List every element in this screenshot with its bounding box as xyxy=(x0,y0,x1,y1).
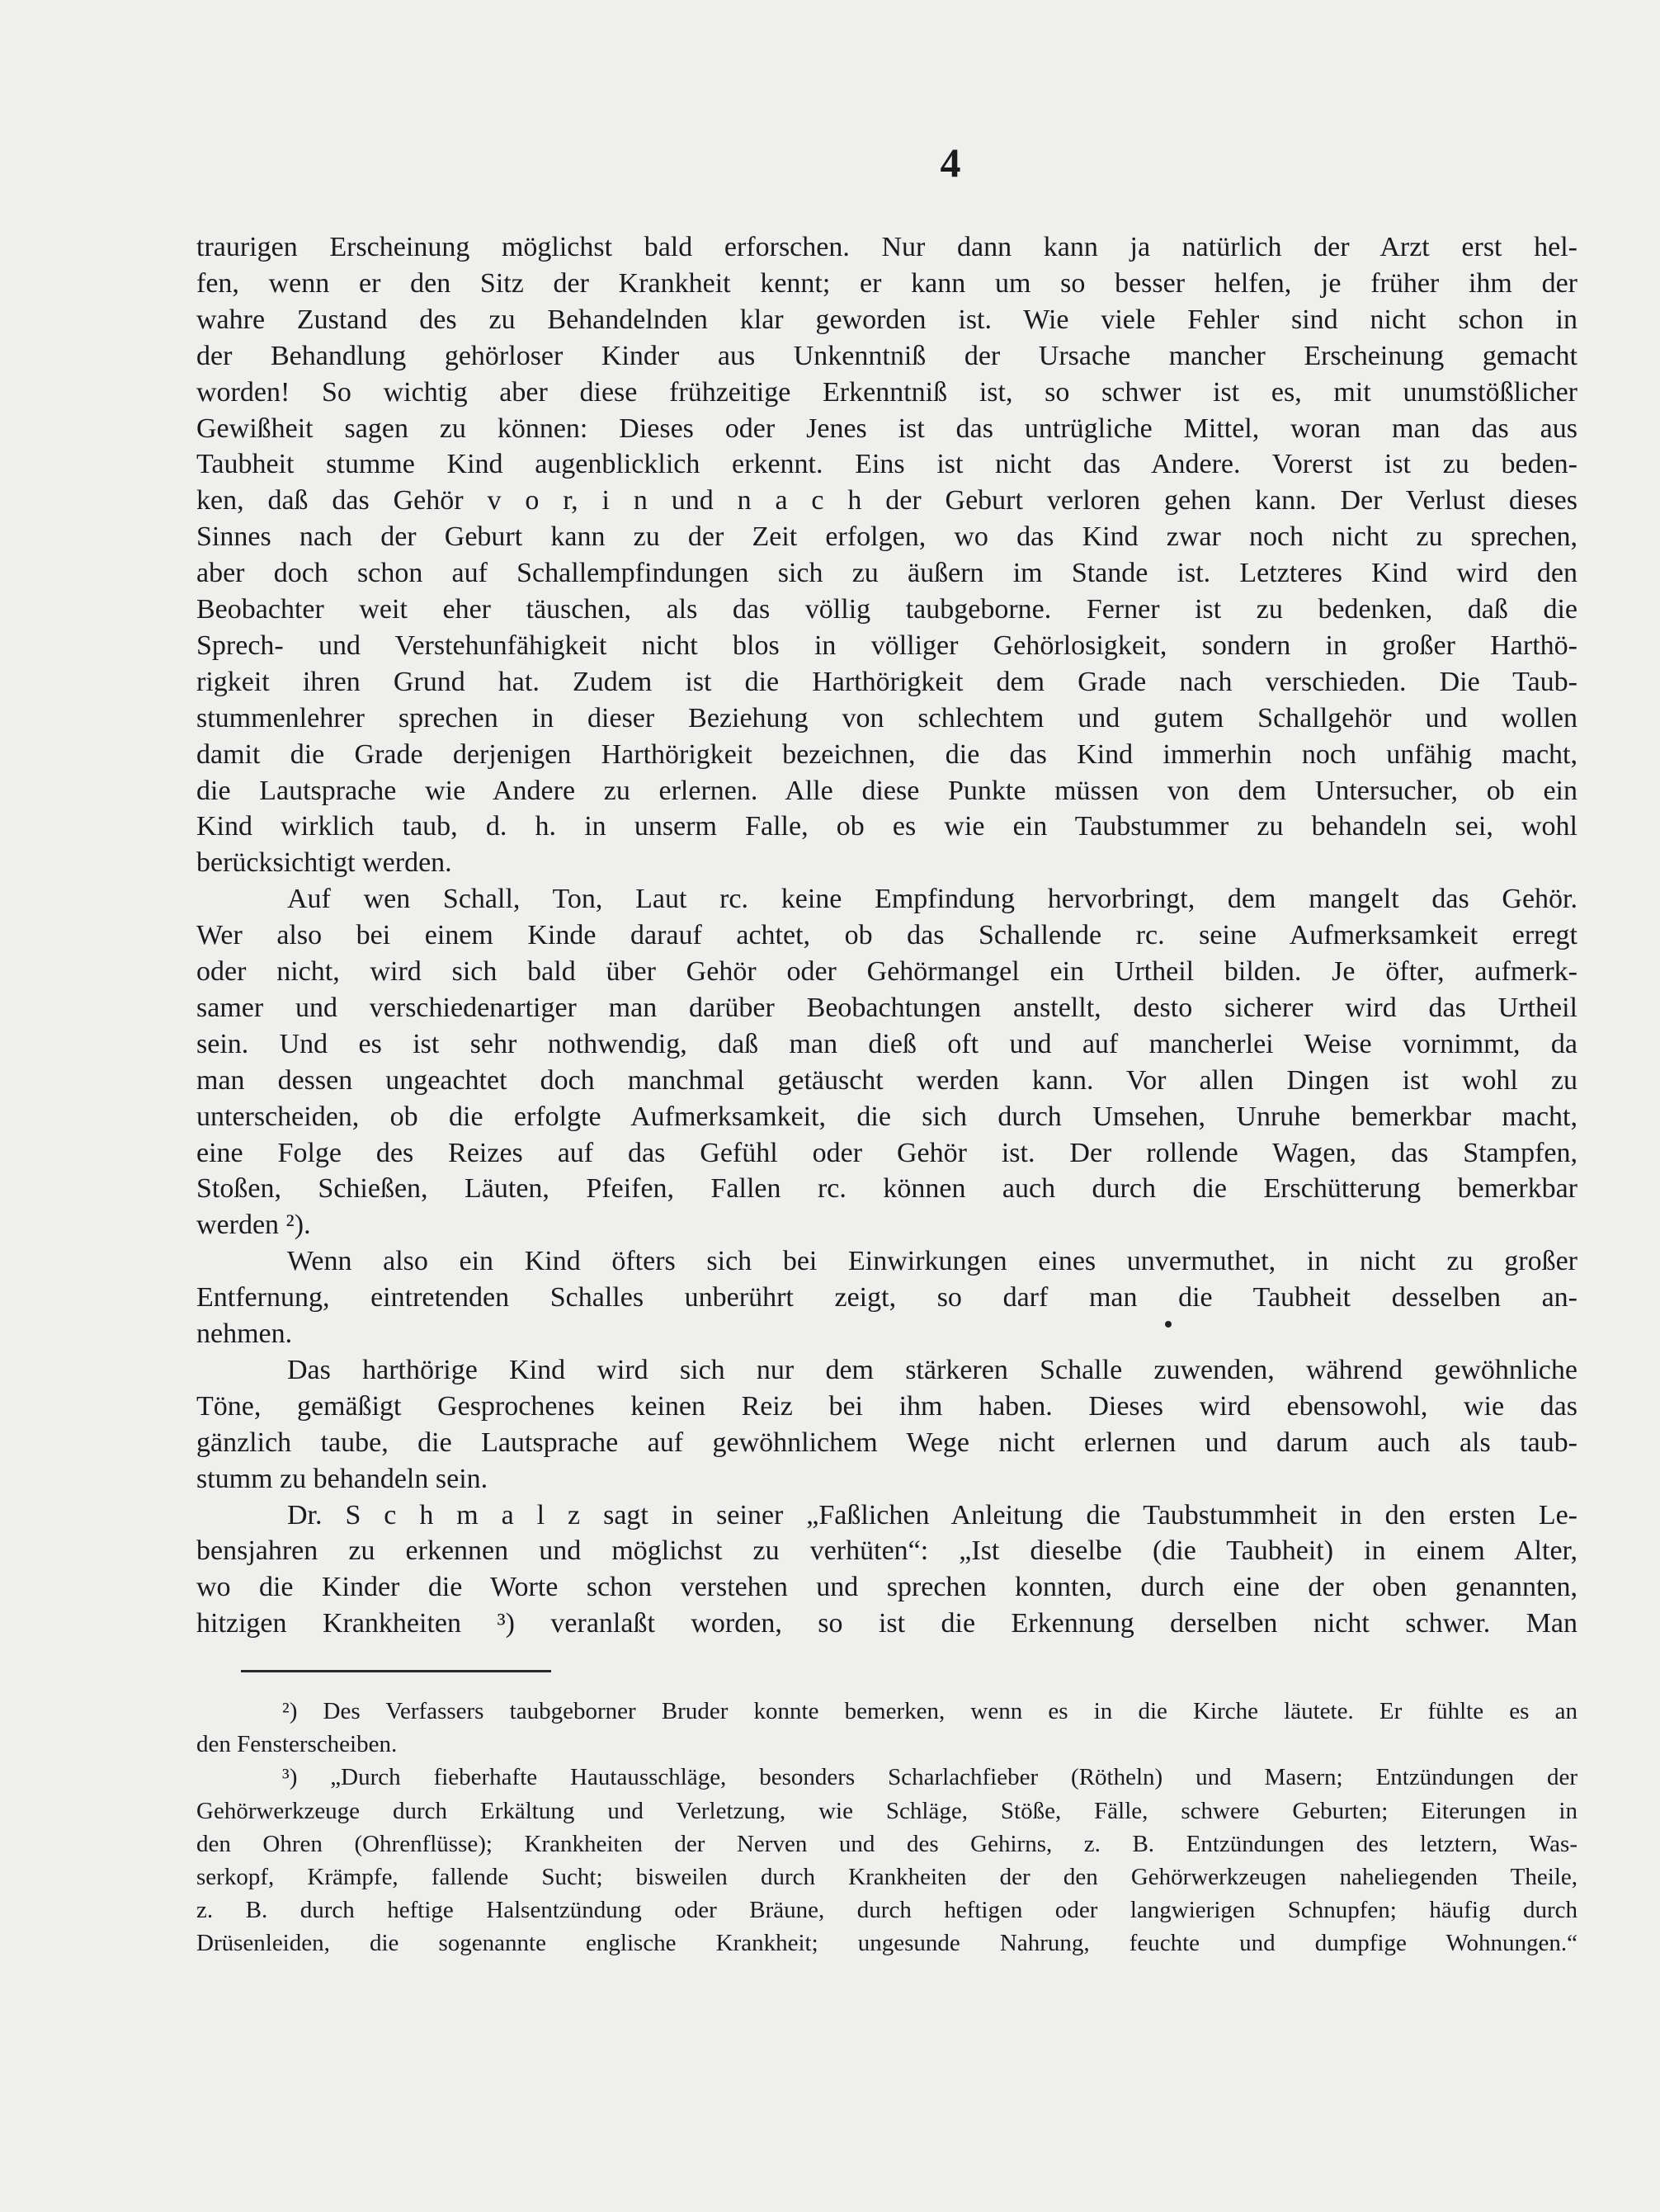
text-line: unterscheiden, ob die erfolgte Aufmerksamkeit, die sich durch Umsehen, Unruhe bemerkbar macht, xyxy=(196,1101,1577,1132)
text-line: Entfernung, eintretenden Schalles unberührt zeigt, so darf man die Taubheit desselben an- xyxy=(196,1282,1577,1314)
footnote-line: Drüsenleiden, die sogenannte englische Krankheit; ungesunde Nahrung, feuchte und dumpfige Wohnungen.“ xyxy=(196,1930,1577,1957)
text-line: eine Folge des Reizes auf das Gefühl oder Gehör ist. Der rollende Wagen, das Stampfen, xyxy=(196,1137,1577,1168)
text-line: bensjahren zu erkennen und möglichst zu verhüten“: „Ist dieselbe (die Taubheit) in einem Alter, xyxy=(196,1535,1577,1567)
text-line: man dessen ungeachtet doch manchmal getäuscht werden kann. Vor allen Dingen ist wohl zu xyxy=(196,1064,1577,1096)
text-line: der Behandlung gehörloser Kinder aus Unkenntniß der Ursache mancher Erscheinung gemacht xyxy=(196,340,1577,371)
page-number: 4 xyxy=(940,139,961,186)
text-line: Wenn also ein Kind öfters sich bei Einwirkungen eines unvermuthet, in nicht zu großer xyxy=(287,1246,1577,1277)
text-line: damit die Grade derjenigen Harthörigkeit bezeichnen, die das Kind immerhin noch unfähig macht, xyxy=(196,738,1577,770)
text-line: ken, daß das Gehör v o r, i n und n a c h der Geburt verloren gehen kann. Der Verlust dieses xyxy=(196,485,1577,516)
text-line: wo die Kinder die Worte schon verstehen und sprechen konnten, durch eine der oben genannten, xyxy=(196,1572,1577,1603)
footnote-line: Gehörwerkzeuge durch Erkältung und Verletzung, wie Schläge, Stöße, Fälle, schwere Geburten; Eiterungen in xyxy=(196,1797,1577,1824)
text-line: aber doch schon auf Schallempfindungen sich zu äußern im Stande ist. Letzteres Kind wird den xyxy=(196,558,1577,589)
text-line: berücksichtigt werden. xyxy=(196,847,452,879)
text-line: stumm zu behandeln sein. xyxy=(196,1463,488,1494)
text-line: Beobachter weit eher täuschen, als das völlig taubgeborne. Ferner ist zu bedenken, daß die xyxy=(196,594,1577,625)
text-line: werden ²). xyxy=(196,1210,311,1241)
footnote-line: z. B. durch heftige Halsentzündung oder Bräune, durch heftigen oder langwierigen Schnupfen; häufig durch xyxy=(196,1897,1577,1924)
footnote-line: ²) Des Verfassers taubgeborner Bruder konnte bemerken, wenn es in die Kirche läutete. Er fühlte es an xyxy=(282,1698,1577,1724)
text-line: Gewißheit sagen zu können: Dieses oder Jenes ist das untrügliche Mittel, woran man das aus xyxy=(196,413,1577,444)
footnote-line: den Ohren (Ohrenflüsse); Krankheiten der Nerven und des Gehirns, z. B. Entzündungen des letztern, Was- xyxy=(196,1830,1577,1857)
text-line: gänzlich taube, die Lautsprache auf gewöhnlichem Wege nicht erlernen und darum auch als taub- xyxy=(196,1427,1577,1458)
text-line: wahre Zustand des zu Behandelnden klar geworden ist. Wie viele Fehler sind nicht schon in xyxy=(196,304,1577,335)
text-line: Töne, gemäßigt Gesprochenes keinen Reiz bei ihm haben. Dieses wird ebensowohl, wie das xyxy=(196,1390,1577,1422)
footnote-line: serkopf, Krämpfe, fallende Sucht; bisweilen durch Krankheiten der den Gehörwerkzeugen naheliegenden Theile, xyxy=(196,1864,1577,1890)
text-line: Sprech- und Verstehunfähigkeit nicht blos in völliger Gehörlosigkeit, sondern in großer Harthö- xyxy=(196,630,1577,661)
stray-mark xyxy=(1165,1321,1172,1328)
text-line: Wer also bei einem Kinde darauf achtet, ob das Schallende rc. seine Aufmerksamkeit erregt xyxy=(196,920,1577,951)
text-line: Kind wirklich taub, d. h. in unserm Falle, ob es wie ein Taubstummer zu behandeln sei, wohl xyxy=(196,811,1577,842)
text-line: Das harthörige Kind wird sich nur dem stärkeren Schalle zuwenden, während gewöhnliche xyxy=(287,1354,1577,1385)
text-line: nehmen. xyxy=(196,1318,293,1349)
text-line: worden! So wichtig aber diese frühzeitige Erkenntniß ist, so schwer ist es, mit unumstößlicher xyxy=(196,376,1577,408)
text-line: sein. Und es ist sehr nothwendig, daß man dieß oft und auf mancherlei Weise vornimmt, da xyxy=(196,1028,1577,1059)
text-line: die Lautsprache wie Andere zu erlernen. Alle diese Punkte müssen von dem Untersucher, ob ein xyxy=(196,775,1577,806)
text-line: samer und verschiedenartiger man darüber Beobachtungen anstellt, desto sicherer wird das Urtheil xyxy=(196,992,1577,1023)
text-line: oder nicht, wird sich bald über Gehör oder Gehörmangel ein Urtheil bilden. Je öfter, aufmerk- xyxy=(196,956,1577,987)
text-line: Auf wen Schall, Ton, Laut rc. keine Empfindung hervorbringt, dem mangelt das Gehör. xyxy=(287,884,1577,915)
text-line: traurigen Erscheinung möglichst bald erforschen. Nur dann kann ja natürlich der Arzt erst hel- xyxy=(196,232,1577,262)
text-line: stummenlehrer sprechen in dieser Beziehung von schlechtem und gutem Schallgehör und wollen xyxy=(196,702,1577,733)
footnote-line: ³) „Durch fieberhafte Hautausschläge, besonders Scharlachfieber (Rötheln) und Masern; Entzündungen der xyxy=(282,1764,1577,1791)
text-line: Stoßen, Schießen, Läuten, Pfeifen, Fallen rc. können auch durch die Erschütterung bemerkbar xyxy=(196,1173,1577,1205)
text-line: Taubheit stumme Kind augenblicklich erkennt. Eins ist nicht das Andere. Vorerst ist zu beden- xyxy=(196,449,1577,480)
footnote-rule xyxy=(241,1670,551,1672)
text-line: fen, wenn er den Sitz der Krankheit kennt; er kann um so besser helfen, je früher ihm der xyxy=(196,267,1577,299)
text-line: rigkeit ihren Grund hat. Zudem ist die Harthörigkeit dem Grade nach verschieden. Die Taub- xyxy=(196,666,1577,697)
text-line: Dr. S c h m a l z sagt in seiner „Faßlichen Anleitung die Taubstummheit in den ersten Le- xyxy=(287,1499,1577,1530)
text-line: Sinnes nach der Geburt kann zu der Zeit erfolgen, wo das Kind zwar noch nicht zu sprechen, xyxy=(196,521,1577,553)
text-line: hitzigen Krankheiten ³) veranlaßt worden, so ist die Erkennung derselben nicht schwer. Man xyxy=(196,1608,1577,1639)
footnote-line: den Fensterscheiben. xyxy=(196,1731,398,1758)
